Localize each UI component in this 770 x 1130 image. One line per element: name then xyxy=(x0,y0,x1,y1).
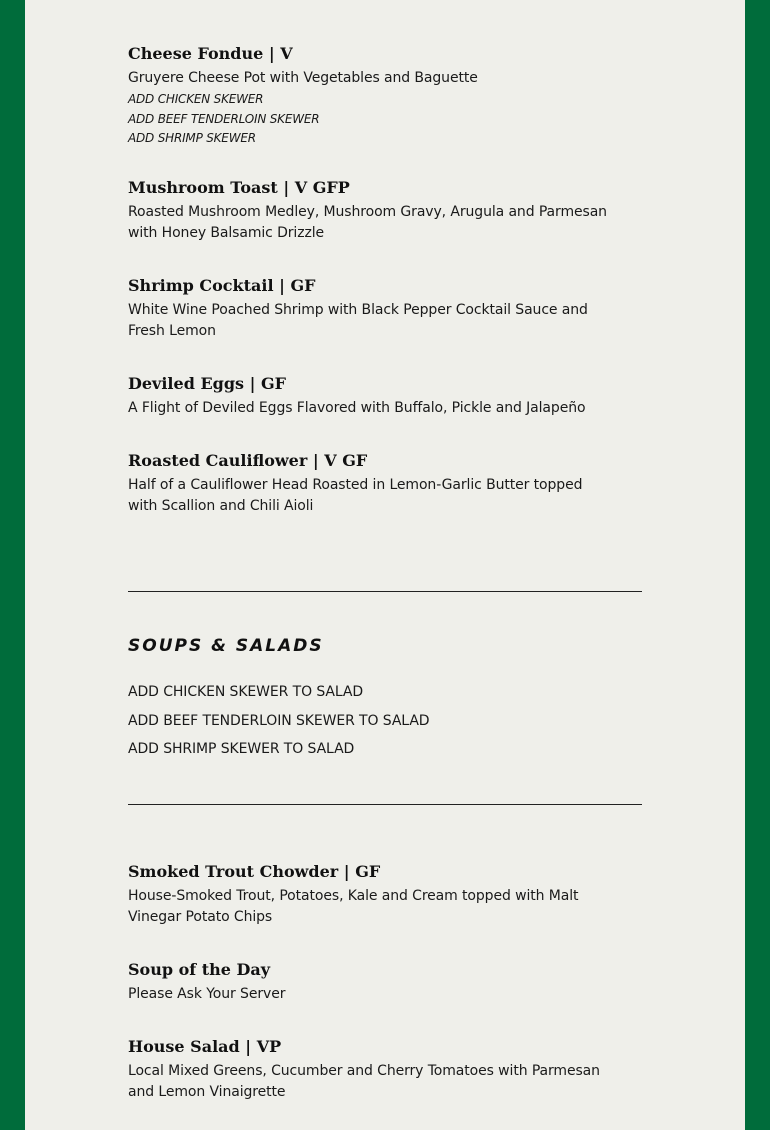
menu-item-mushroom-toast xyxy=(128,178,608,244)
addon-item: ADD SHRIMP SKEWER xyxy=(128,131,256,145)
menu-item-description: Local Mixed Greens, Cucumber and Cherry Tomatoes with Parmesan and Lemon Vinaigrette xyxy=(128,1063,600,1100)
menu-item-cheese-fondue xyxy=(128,44,608,149)
menu-item-description: Please Ask Your Server xyxy=(128,986,286,1002)
menu-item-title: Deviled Eggs | GF xyxy=(128,374,287,393)
menu-item-title: House Salad | VP xyxy=(128,1037,282,1056)
menu-item-roasted-cauliflower xyxy=(128,451,608,517)
menu-item-house-salad xyxy=(128,1037,608,1103)
menu-item-description: Half of a Cauliflower Head Roasted in Lemon-Garlic Butter topped with Scallion and Chili Aioli xyxy=(128,477,583,514)
salad-addon-item: ADD SHRIMP SKEWER TO SALAD xyxy=(128,741,355,757)
menu-item-description: A Flight of Deviled Eggs Flavored with Buffalo, Pickle and Jalapeño xyxy=(128,400,586,416)
menu-item-soup-of-the-day xyxy=(128,960,608,1005)
menu-item-title: Roasted Cauliflower | V GF xyxy=(128,451,368,470)
addon-item: ADD CHICKEN SKEWER xyxy=(128,92,264,106)
menu-item-deviled-eggs xyxy=(128,374,608,419)
menu-item-title: Soup of the Day xyxy=(128,960,271,979)
menu-item-description: House-Smoked Trout, Potatoes, Kale and Cream topped with Malt Vinegar Potato Chips xyxy=(128,888,579,925)
menu-item-title: Mushroom Toast | V GFP xyxy=(128,178,350,197)
menu-item-shrimp-cocktail xyxy=(128,276,608,342)
menu-item-title: Cheese Fondue | V xyxy=(128,44,293,63)
salad-addon-item: ADD CHICKEN SKEWER TO SALAD xyxy=(128,684,364,700)
menu-item-title: Smoked Trout Chowder | GF xyxy=(128,862,381,881)
salad-addon-list xyxy=(128,678,430,764)
section-divider xyxy=(128,591,642,592)
menu-page xyxy=(25,0,745,1130)
addon-item: ADD BEEF TENDERLOIN SKEWER xyxy=(128,111,320,126)
menu-item-description: White Wine Poached Shrimp with Black Pepper Cocktail Sauce and Fresh Lemon xyxy=(128,302,588,339)
menu-item-description: Roasted Mushroom Medley, Mushroom Gravy, Arugula and Parmesan with Honey Balsamic Drizzle xyxy=(128,204,607,241)
addon-list xyxy=(128,90,608,149)
menu-item-smoked-trout-chowder xyxy=(128,862,608,928)
section-divider xyxy=(128,804,642,805)
menu-item-title: Shrimp Cocktail | GF xyxy=(128,276,316,295)
menu-item-description: Gruyere Cheese Pot with Vegetables and Baguette xyxy=(128,70,478,86)
section-heading-soups-salads: SOUPS & SALADS xyxy=(128,636,324,656)
salad-addon-item: ADD BEEF TENDERLOIN SKEWER TO SALAD xyxy=(128,712,430,729)
